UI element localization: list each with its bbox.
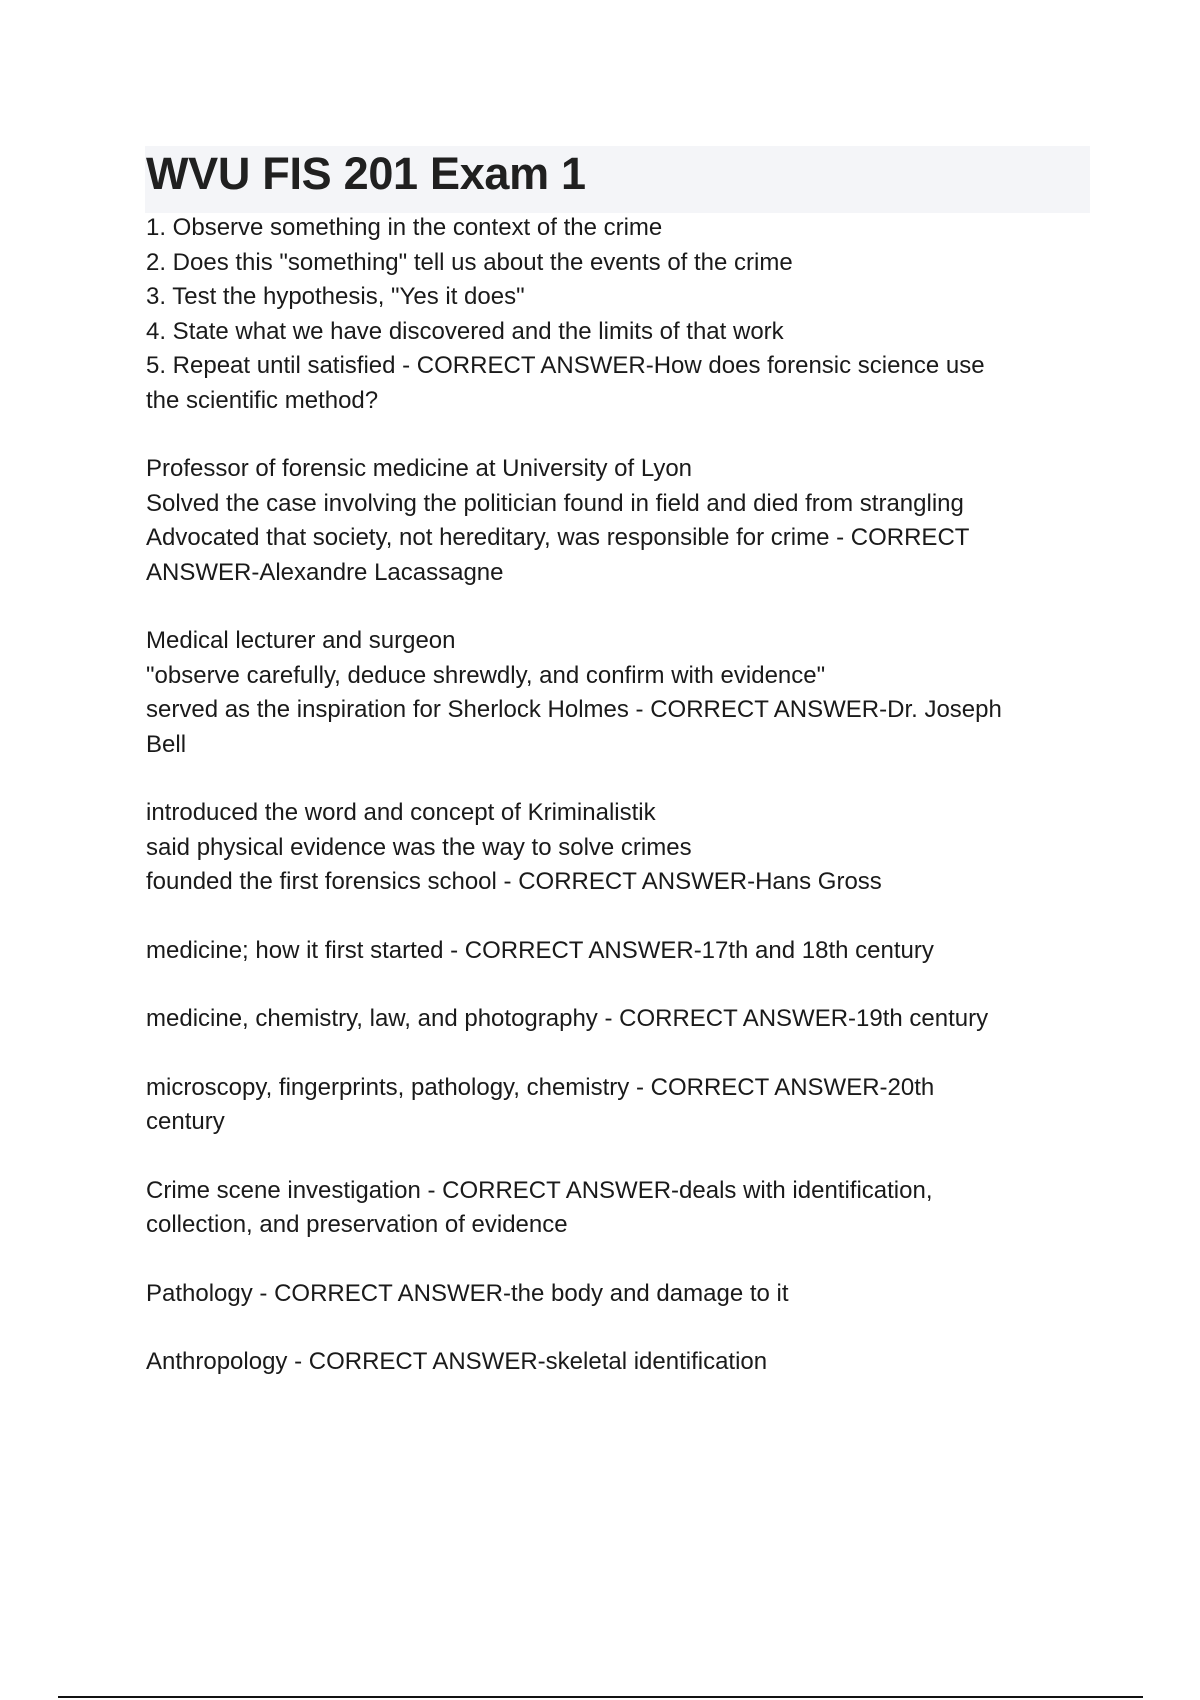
flashcard-line: 4. State what we have discovered and the limits of that work [146,317,784,345]
footer-rule [58,1696,1143,1698]
flashcard-line: Bell [146,730,187,758]
flashcard-line: Pathology - CORRECT ANSWER-the body and damage to it [146,1279,789,1307]
flashcard-entry [146,1277,1091,1312]
flashcard-entry [146,796,1091,900]
flashcard-line: Anthropology - CORRECT ANSWER-skeletal identification [146,1348,768,1375]
flashcard-entry [146,1002,1091,1037]
flashcard-line: 5. Repeat until satisfied - CORRECT ANSWER-How does forensic science use [146,352,985,379]
flashcard-entry [146,1345,1091,1380]
flashcard-line: century [146,1108,225,1135]
flashcard-entry [146,1071,1091,1140]
flashcard-line: founded the first forensics school - CORRECT ANSWER-Hans Gross [146,868,882,895]
flashcard-line: ANSWER-Alexandre Lacassagne [146,558,504,586]
flashcard-line: 2. Does this "something" tell us about the events of the crime [146,248,793,276]
flashcard-list [146,211,1091,1414]
flashcard-line: said physical evidence was the way to solve crimes [146,833,692,861]
flashcard-line: Professor of forensic medicine at University of Lyon [146,455,693,482]
flashcard-line: the scientific method? [146,386,379,414]
flashcard-entry [146,452,1091,590]
flashcard-line: medicine; how it first started - CORRECT ANSWER-17th and 18th century [146,936,934,964]
flashcard-line: Crime scene investigation - CORRECT ANSWER-deals with identification, [146,1176,933,1204]
flashcard-entry [146,934,1091,969]
flashcard-line: microscopy, fingerprints, pathology, chemistry - CORRECT ANSWER-20th [146,1073,935,1101]
flashcard-line: served as the inspiration for Sherlock Holmes - CORRECT ANSWER-Dr. Joseph [146,696,1002,723]
flashcard-line: collection, and preservation of evidence [146,1211,568,1238]
flashcard-line: Advocated that society, not hereditary, was responsible for crime - CORRECT [146,524,970,551]
flashcard-entry [146,624,1091,762]
flashcard-line: Solved the case involving the politician found in field and died from strangling [146,489,964,517]
flashcard-line: 3. Test the hypothesis, "Yes it does" [146,283,525,310]
flashcard-line: "observe carefully, deduce shrewdly, and confirm with evidence" [146,661,826,689]
flashcard-entry [146,1174,1091,1243]
flashcard-line: introduced the word and concept of Kriminalistik [146,799,656,826]
flashcard-line: Medical lecturer and surgeon [146,627,456,654]
flashcard-line: medicine, chemistry, law, and photography - CORRECT ANSWER-19th century [146,1005,989,1032]
flashcard-line: 1. Observe something in the context of the crime [146,214,663,241]
flashcard-entry [146,211,1091,418]
document-title: WVU FIS 201 Exam 1 [146,148,586,199]
